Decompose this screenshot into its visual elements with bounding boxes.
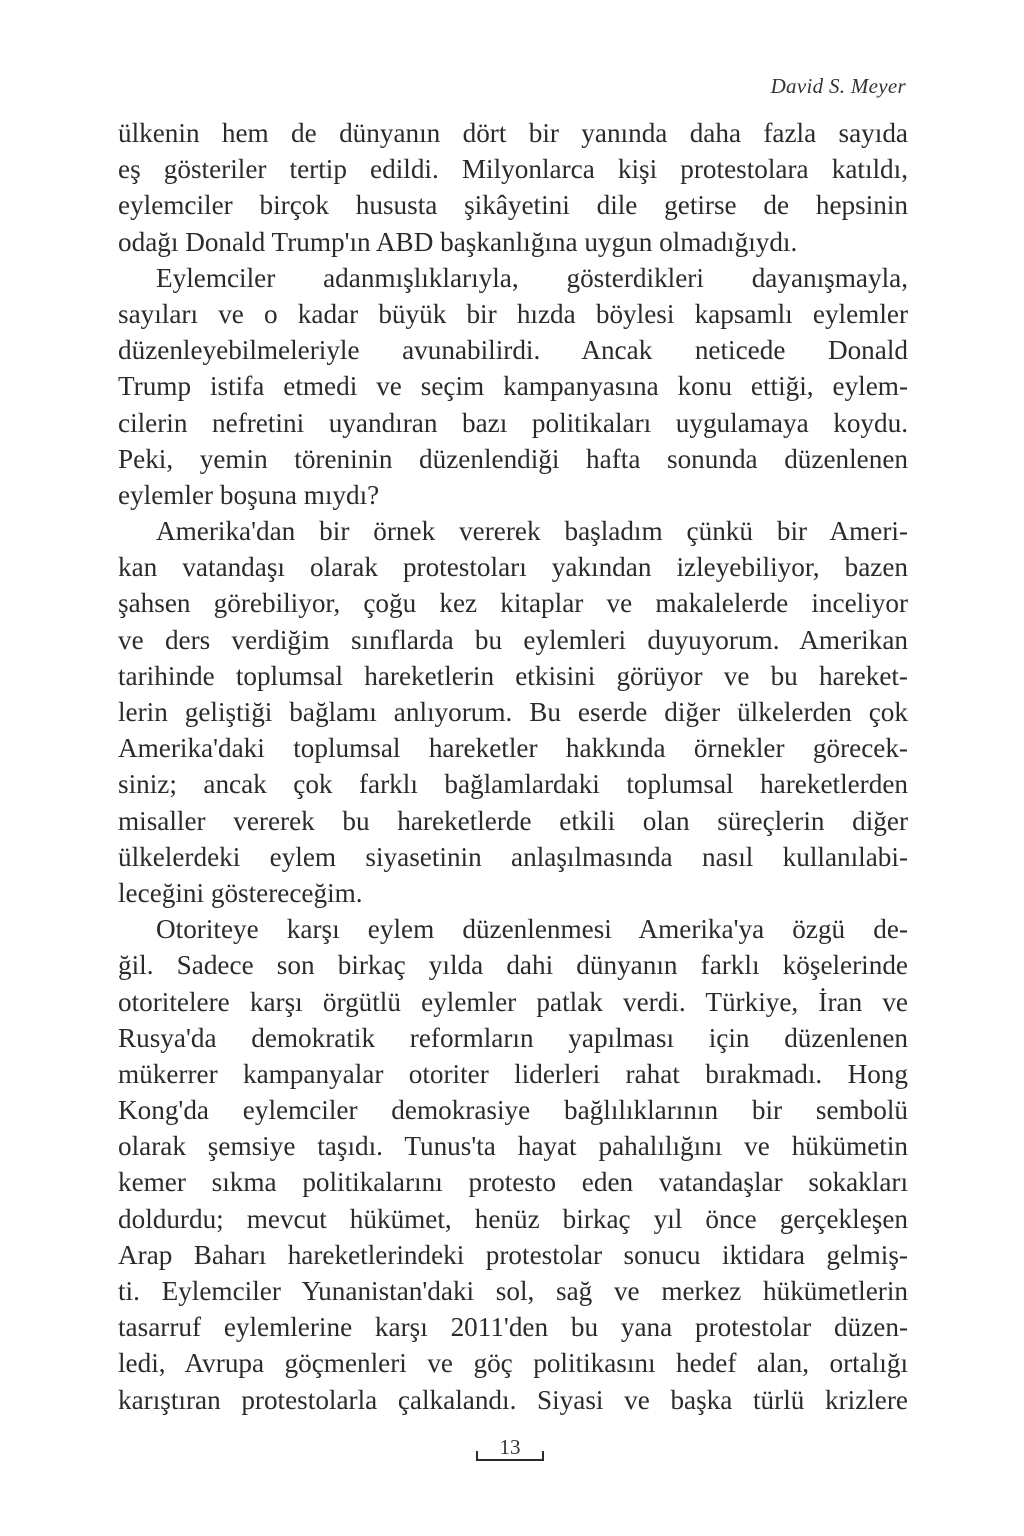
text-line: Rusya'da demokratik reformların yapılması için düzenlenen — [118, 1022, 908, 1053]
text-line: ğil. Sadece son birkaç yılda dahi dünyanın farklı köşelerinde — [118, 950, 908, 981]
text-line: Trump istifa etmedi ve seçim kampanyasına konu ettiği, eylem- — [118, 371, 908, 402]
text-line: karıştıran protestolarla çalkalandı. Siyasi ve başka türlü krizlere — [118, 1384, 908, 1415]
text-line: Arap Baharı hareketlerindeki protestolar sonucu iktidara gelmiş- — [118, 1239, 908, 1270]
text-line: ledi, Avrupa göçmenleri ve göç politikasını hedef alan, ortalığı — [118, 1348, 908, 1379]
text-line: Amerika'daki toplumsal hareketler hakkında örnekler görecek- — [118, 733, 908, 764]
text-line: kemer sıkma politikalarını protesto eden vatandaşlar sokakları — [118, 1167, 908, 1198]
page-number-block — [472, 1436, 548, 1462]
text-line: odağı Donald Trump'ın ABD başkanlığına uygun olmadığıydı. — [118, 226, 798, 257]
folio-rule — [476, 1459, 544, 1461]
text-line: cilerin nefretini uyandıran bazı politikaları uygulamaya koydu. — [118, 407, 908, 438]
text-line: lerin geliştiği bağlamı anlıyorum. Bu eserde diğer ülkelerden çok — [118, 697, 908, 727]
text-line: siniz; ancak çok farklı bağlamlardaki toplumsal hareketlerden — [118, 769, 908, 800]
folio-tick-left — [476, 1451, 478, 1461]
text-line: tasarruf eylemlerine karşı 2011'den bu yana protestolar düzen- — [118, 1312, 908, 1343]
text-line: eylemciler birçok hususta şikâyetini dile getirse de hepsinin — [118, 190, 908, 221]
text-line: Amerika'dan bir örnek vererek başladım çünkü bir Ameri- — [156, 516, 908, 547]
text-line: eylemler boşuna mıydı? — [118, 479, 380, 510]
text-line: mükerrer kampanyalar otoriter liderleri rahat bırakmadı. Hong — [118, 1058, 908, 1089]
text-line: Eylemciler adanmışlıklarıyla, gösterdikleri dayanışmayla, — [156, 262, 908, 293]
text-line: ti. Eylemciler Yunanistan'daki sol, sağ ve merkez hükümetlerin — [118, 1276, 908, 1306]
text-line: tarihinde toplumsal hareketlerin etkisini görüyor ve bu hareket- — [118, 660, 908, 691]
text-line: Kong'da eylemciler demokrasiye bağlılıklarının bir sembolü — [118, 1095, 908, 1126]
text-line: Peki, yemin töreninin düzenlendiği hafta sonunda düzenlenen — [118, 443, 908, 474]
folio-tick-right — [542, 1451, 544, 1461]
text-line: sayıları ve o kadar büyük bir hızda böylesi kapsamlı eylemler — [118, 298, 908, 329]
text-line: ülkelerdeki eylem siyasetinin anlaşılmasında nasıl kullanılabi- — [118, 841, 908, 872]
text-line: ülkenin hem de dünyanın dört bir yanında daha fazla sayıda — [118, 118, 908, 148]
text-line: Otoriteye karşı eylem düzenlenmesi Amerika'ya özgü de- — [156, 914, 908, 945]
text-line: eş gösteriler tertip edildi. Milyonlarca kişi protestolara katıldı, — [118, 154, 908, 185]
text-line: misaller vererek bu hareketlerde etkili olan süreçlerin diğer — [118, 805, 908, 836]
text-line: ve ders verdiğim sınıflarda bu eylemleri duyuyorum. Amerikan — [118, 624, 908, 655]
text-line: otoritelere karşı örgütlü eylemler patlak verdi. Türkiye, İran ve — [118, 986, 908, 1017]
text-line: kan vatandaşı olarak protestoları yakından izleyebiliyor, bazen — [118, 552, 908, 583]
body-text — [118, 115, 908, 1418]
text-line: şahsen görebiliyor, çoğu kez kitaplar ve makalelerde inceliyor — [118, 588, 908, 619]
running-head-author: David S. Meyer — [770, 74, 906, 98]
text-line: olarak şemsiye taşıdı. Tunus'ta hayat pahalılığını ve hükümetin — [118, 1131, 908, 1162]
text-line: doldurdu; mevcut hükümet, henüz birkaç yıl önce gerçekleşen — [118, 1203, 908, 1234]
text-line: düzenleyebilmeleriyle avunabilirdi. Ancak neticede Donald — [118, 335, 908, 366]
text-line: leceğini göstereceğim. — [118, 877, 363, 908]
page-number: 13 — [499, 1435, 521, 1459]
